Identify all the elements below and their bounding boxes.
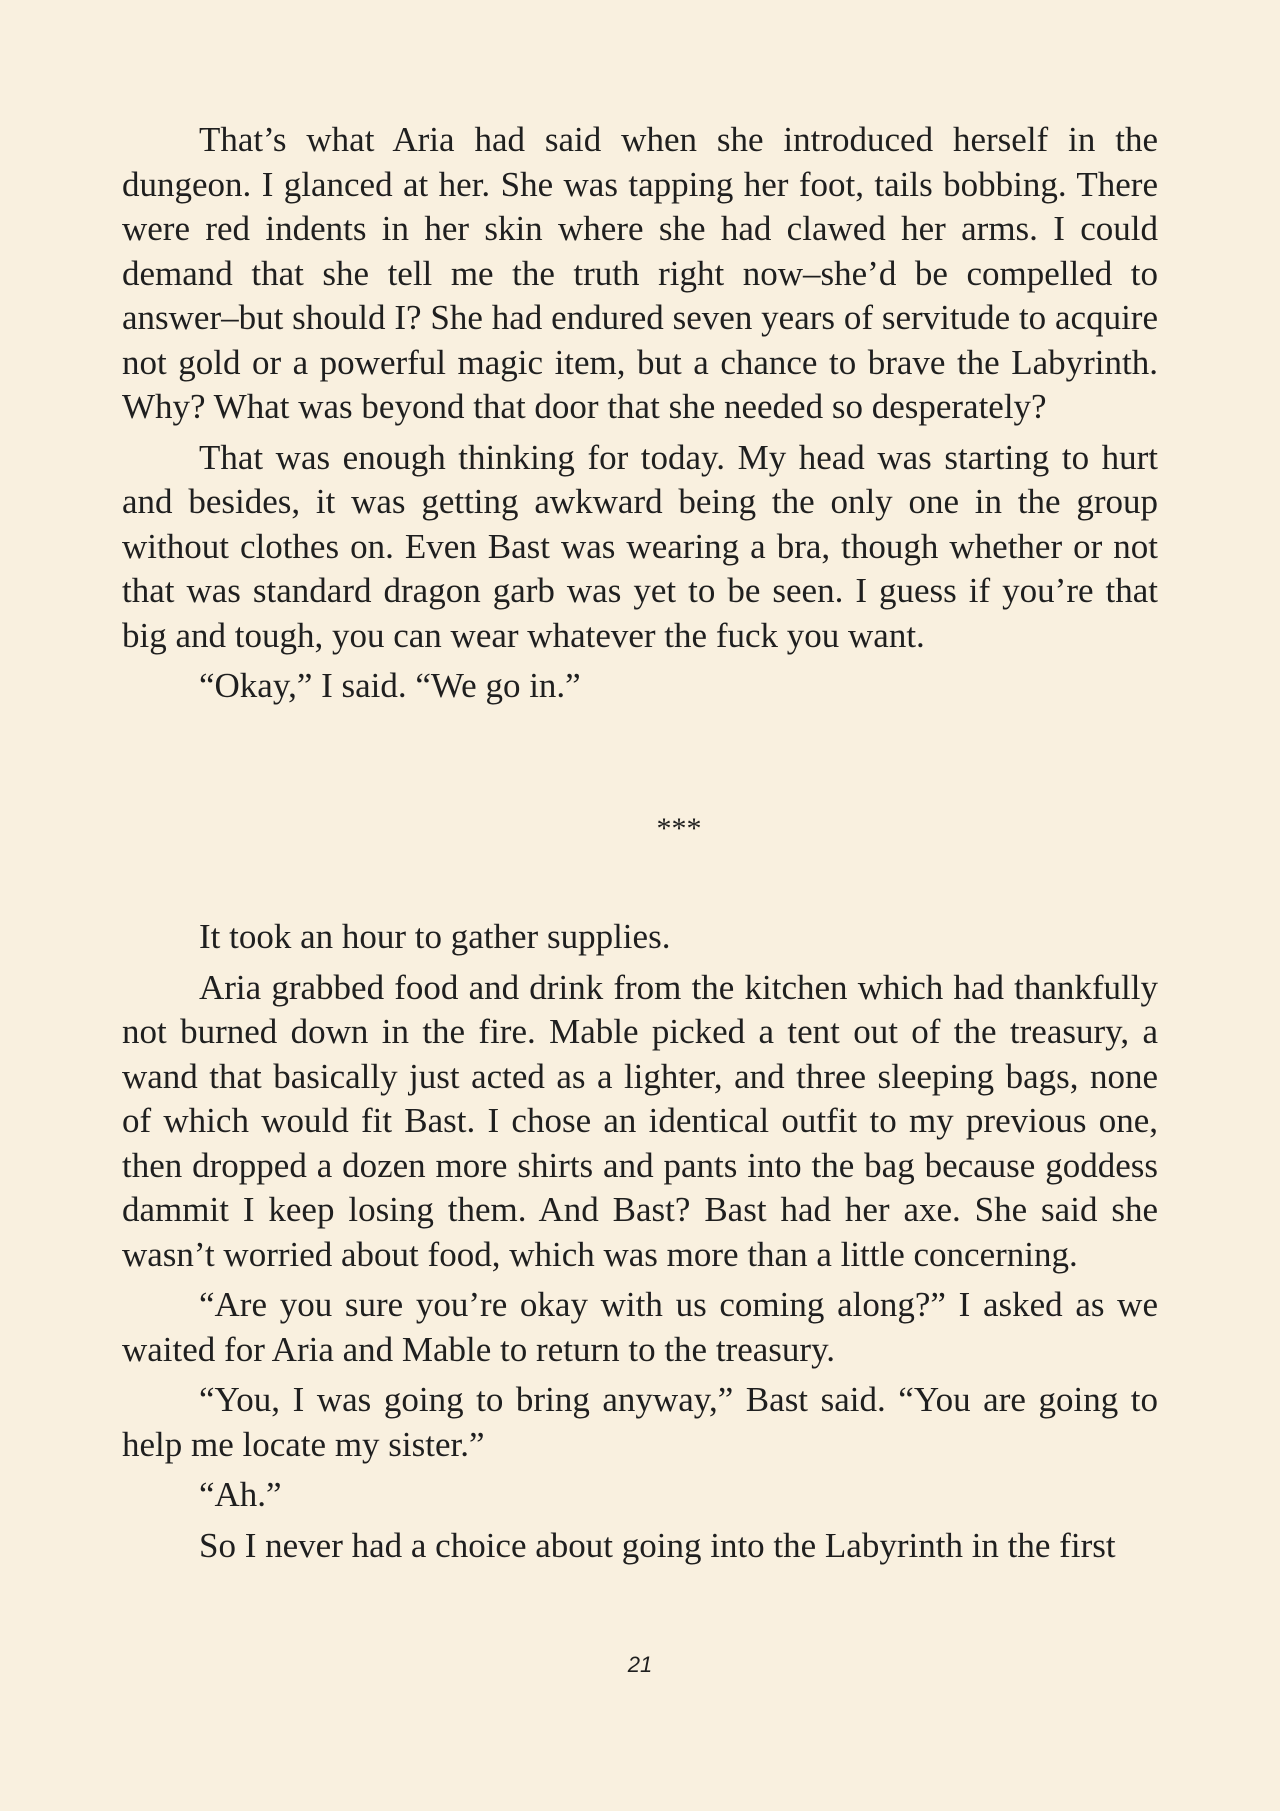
text-block-top xyxy=(122,118,1158,709)
page-number: 21 xyxy=(627,1652,653,1677)
paragraph: Aria grabbed food and drink from the kitchen which had thankfully not burned down in the fire. Mable picked a tent out of the treasury, a wand that basically just acted as a lighter, and three sleeping bags, none of which would fit Bast. I chose an identical outfit to my previous one, then dropped a dozen more shirts and pants into the bag because goddess dammit I keep losing them. And Bast? Bast had her axe. She said she wasn’t worried about food, which was more than a little concerning. xyxy=(122,967,1158,1274)
paragraph: That’s what Aria had said when she introduced herself in the dungeon. I glanced at her. She was tapping her foot, tails bobbing. There were red indents in her skin where she had clawed her arms. I could demand that she tell me the truth right now–she’d be compelled to answer–but should I? She had endured seven years of servitude to acquire not gold or a powerful magic item, but a chance to brave the Labyrinth. Why? What was beyond that door that she needed so desperately? xyxy=(122,120,1158,426)
paragraph: It took an hour to gather supplies. xyxy=(199,917,671,956)
paragraph: So I never had a choice about going into the Labyrinth in the first xyxy=(199,1525,1116,1565)
paragraph: “Okay,” I said. “We go in.” xyxy=(199,666,581,705)
paragraph: “Ah.” xyxy=(199,1475,282,1514)
paragraph: “Are you sure you’re okay with us coming along?” I asked as we waited for Aria and Mable to return to the treasury. xyxy=(122,1285,1158,1369)
scene-break: *** xyxy=(656,812,702,845)
paragraph: That was enough thinking for today. My head was starting to hurt and besides, it was getting awkward being the only one in the group without clothes on. Even Bast was wearing a bra, though whether or not that was standard dragon garb was yet to be seen. I guess if you’re that big and tough, you can wear whatever the fuck you want. xyxy=(122,437,1158,655)
paragraph: “You, I was going to bring anyway,” Bast said. “You are going to help me locate my sister.” xyxy=(122,1380,1158,1464)
text-block-bottom xyxy=(122,915,1158,1568)
